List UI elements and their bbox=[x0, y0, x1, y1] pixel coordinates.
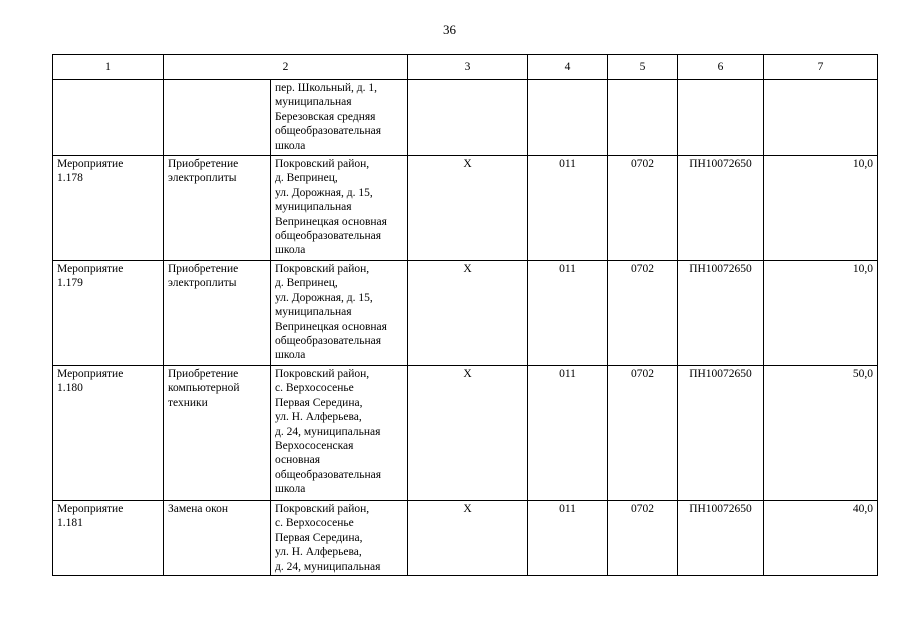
description-cell: Приобретение электроплиты bbox=[164, 156, 271, 261]
event-cell: Мероприятие 1.181 bbox=[53, 501, 164, 576]
page-number: 36 bbox=[443, 22, 456, 37]
table-row bbox=[53, 366, 878, 501]
description-cell bbox=[164, 80, 271, 156]
col5-cell: 0702 bbox=[608, 261, 678, 366]
col5-cell: 0702 bbox=[608, 366, 678, 501]
header-cell-3: 3 bbox=[408, 55, 528, 80]
header-cell-1: 1 bbox=[53, 55, 164, 80]
col4-cell: 011 bbox=[528, 366, 608, 501]
location-cell: Покровский район, д. Вепринец, ул. Дорожная, д. 15, муниципальная Вепринецкая основная общеобразовательная школа bbox=[271, 261, 408, 366]
table-row bbox=[53, 501, 878, 576]
col4-cell: 011 bbox=[528, 156, 608, 261]
location-cell: пер. Школьный, д. 1, муниципальная Березовская средняя общеобразовательная школа bbox=[271, 80, 408, 156]
budget-table bbox=[52, 54, 878, 576]
table-row bbox=[53, 80, 878, 156]
description-cell: Замена окон bbox=[164, 501, 271, 576]
header-cell-6: 6 bbox=[678, 55, 764, 80]
event-cell bbox=[53, 80, 164, 156]
col3-cell: Х bbox=[408, 501, 528, 576]
description-cell: Приобретение электроплиты bbox=[164, 261, 271, 366]
col4-cell: 011 bbox=[528, 261, 608, 366]
col4-cell bbox=[528, 80, 608, 156]
header-row bbox=[53, 55, 878, 80]
header-cell-7: 7 bbox=[764, 55, 878, 80]
col6-cell: ПН10072650 bbox=[678, 156, 764, 261]
col4-cell: 011 bbox=[528, 501, 608, 576]
col6-cell: ПН10072650 bbox=[678, 501, 764, 576]
col5-cell bbox=[608, 80, 678, 156]
amount-cell: 10,0 bbox=[764, 156, 878, 261]
amount-cell: 50,0 bbox=[764, 366, 878, 501]
col3-cell: Х bbox=[408, 156, 528, 261]
col6-cell: ПН10072650 bbox=[678, 366, 764, 501]
header-cell-5: 5 bbox=[608, 55, 678, 80]
event-cell: Мероприятие 1.178 bbox=[53, 156, 164, 261]
location-cell: Покровский район, с. Верхососенье Первая Середина, ул. Н. Алферьева, д. 24, муниципальная Верхососенская основная общеобразовательная школа bbox=[271, 366, 408, 501]
col6-cell: ПН10072650 bbox=[678, 261, 764, 366]
col3-cell bbox=[408, 80, 528, 156]
location-cell: Покровский район, с. Верхососенье Первая Середина, ул. Н. Алферьева, д. 24, муниципальная bbox=[271, 501, 408, 576]
amount-cell: 40,0 bbox=[764, 501, 878, 576]
col3-cell: Х bbox=[408, 261, 528, 366]
location-cell: Покровский район, д. Вепринец, ул. Дорожная, д. 15, муниципальная Вепринецкая основная общеобразовательная школа bbox=[271, 156, 408, 261]
col5-cell: 0702 bbox=[608, 156, 678, 261]
col3-cell: Х bbox=[408, 366, 528, 501]
description-cell: Приобретение компьютерной техники bbox=[164, 366, 271, 501]
table-row bbox=[53, 261, 878, 366]
header-cell-4: 4 bbox=[528, 55, 608, 80]
col6-cell bbox=[678, 80, 764, 156]
header-cell-2: 2 bbox=[164, 55, 408, 80]
amount-cell bbox=[764, 80, 878, 156]
event-cell: Мероприятие 1.180 bbox=[53, 366, 164, 501]
table-row bbox=[53, 156, 878, 261]
event-cell: Мероприятие 1.179 bbox=[53, 261, 164, 366]
amount-cell: 10,0 bbox=[764, 261, 878, 366]
col5-cell: 0702 bbox=[608, 501, 678, 576]
